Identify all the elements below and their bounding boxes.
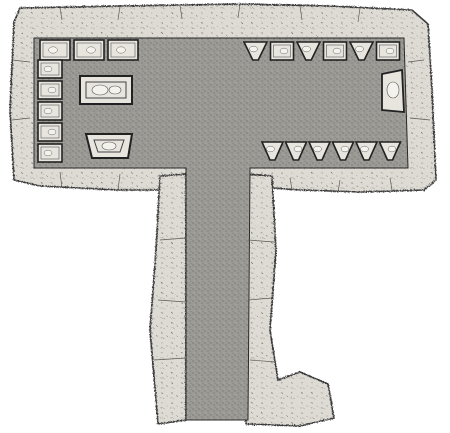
burial-niche	[38, 81, 62, 99]
burial-niche	[40, 40, 70, 60]
niches-top-left-row	[40, 40, 138, 60]
central-sarcophagus-lower	[86, 134, 132, 158]
burial-niche	[38, 144, 62, 162]
burial-niche	[74, 40, 104, 60]
central-sarcophagus-upper	[80, 76, 132, 104]
niches-left-column	[38, 60, 62, 162]
burial-niche	[108, 40, 138, 60]
burial-niche	[271, 42, 294, 60]
burial-niche	[377, 42, 400, 60]
burial-niche	[38, 123, 62, 141]
burial-niche	[324, 42, 347, 60]
right-end-niche	[382, 70, 404, 112]
burial-niche	[38, 102, 62, 120]
burial-niche	[38, 60, 62, 78]
